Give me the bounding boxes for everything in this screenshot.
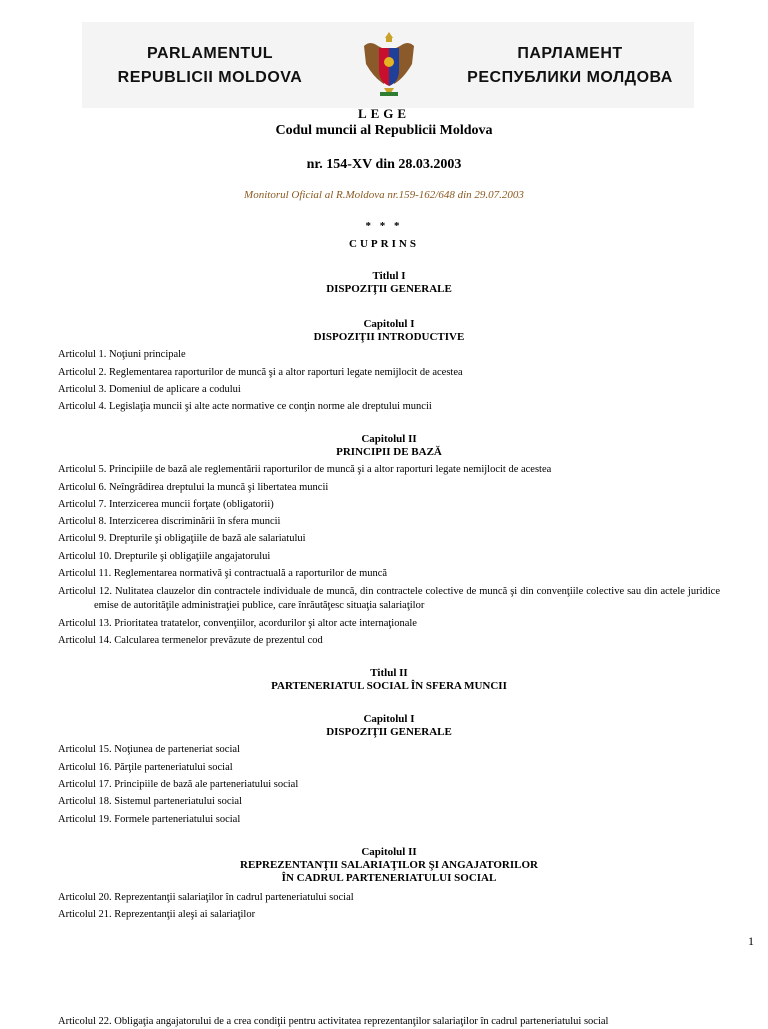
toc-article-link[interactable]: Articolul 19. Formele parteneriatului social <box>58 814 241 825</box>
toc-article-link[interactable]: Articolul 6. Neîngrădirea dreptului la muncă şi libertatea muncii <box>58 482 329 493</box>
header-left-line1: PARLAMENTUL <box>146 45 274 62</box>
header-right-line2: РЕСПУБЛИКИ МОЛДОВА <box>467 69 673 86</box>
document-title: Codul muncii al Republicii Moldova <box>275 123 493 138</box>
toc-article-link[interactable]: Articolul 8. Interzicerea discriminării în sfera muncii <box>58 516 281 527</box>
toc-article-link[interactable]: Articolul 17. Principiile de bază ale parteneriatului social <box>58 779 299 790</box>
section-heading <box>0 318 768 344</box>
heading-line: Capitolul II <box>361 433 417 445</box>
toc-article-link[interactable]: Articolul 18. Sistemul parteneriatului social <box>58 796 243 807</box>
toc-article-link[interactable]: Articolul 11. Reglementarea normativă şi contractuală a raporturilor de muncă <box>58 568 388 579</box>
header-right-line1: ПАРЛАМЕНТ <box>517 45 623 62</box>
official-monitor-reference: Monitorul Oficial al R.Moldova nr.159-162/648 din 29.07.2003 <box>244 189 524 201</box>
toc-article-link[interactable]: Articolul 4. Legislaţia muncii şi alte acte normative ce conţin norme ale dreptului muncii <box>58 401 432 412</box>
toc-article-link[interactable]: Articolul 5. Principiile de bază ale reglementării raporturilor de muncă şi a altor raporturi legate nemijlocit de acestea <box>58 464 552 475</box>
page-number: 1 <box>748 934 754 948</box>
section-heading <box>0 270 768 296</box>
toc-article-link[interactable]: Articolul 10. Drepturile şi obligaţiile angajatorului <box>58 551 271 562</box>
section-heading <box>0 433 768 459</box>
toc-article-link[interactable]: Articolul 20. Reprezentanţii salariaţilor în cadrul parteneriatului social <box>58 892 354 903</box>
heading-line: DISPOZIŢII GENERALE <box>326 283 452 295</box>
section-heading <box>0 667 768 693</box>
heading-line: DISPOZIŢII GENERALE <box>326 726 452 738</box>
law-number: nr. 154-XV din 28.03.2003 <box>306 157 462 172</box>
toc-article-link[interactable]: Articolul 7. Interzicerea muncii forţate (obligatorii) <box>58 499 274 510</box>
heading-line: Titlul I <box>372 270 406 282</box>
toc-article-link[interactable]: Articolul 16. Părţile parteneriatului social <box>58 762 233 773</box>
header-russian <box>450 42 690 90</box>
header-romanian <box>90 42 330 90</box>
toc-article-link[interactable]: Articolul 14. Calcularea termenelor prevăzute de prezentul cod <box>58 635 323 646</box>
toc-article-link[interactable]: Articolul 9. Drepturile şi obligaţiile de bază ale salariatului <box>58 533 306 544</box>
toc-article-link[interactable]: Articolul 3. Domeniul de aplicare a codului <box>58 384 241 395</box>
separator-stars: * * * <box>365 220 403 232</box>
section-heading <box>0 846 768 885</box>
toc-article-link[interactable]: Articolul 12. Nulitatea clauzelor din contractele individuale de muncă, din contractele colective de muncă şi din convenţiile colective sau din actele juridice emise de autorităţile administraţiei publice, care înrăutăţesc situaţia salariaţilor <box>58 586 720 611</box>
header-left-line2: REPUBLICII MOLDOVA <box>117 69 303 86</box>
heading-line: DISPOZIŢII INTRODUCTIVE <box>313 331 465 343</box>
heading-line: REPREZENTANŢII SALARIAŢILOR ŞI ANGAJATORILOR <box>240 859 538 871</box>
heading-line: Capitolul I <box>363 318 415 330</box>
toc-article-link[interactable]: Articolul 1. Noţiuni principale <box>58 349 186 360</box>
toc-article-link[interactable]: Articolul 15. Noţiunea de parteneriat social <box>58 744 240 755</box>
table-of-contents-label: CUPRINS <box>349 238 419 250</box>
next-page-article-fragment: Articolul 22. Obligaţia angajatorului de a crea condiţii pentru activitatea reprezentanţilor salariaţilor în cadrul parteneriatului social <box>58 1016 609 1027</box>
heading-line: Titlul II <box>370 667 408 679</box>
heading-line: PARTENERIATUL SOCIAL ÎN SFERA MUNCII <box>271 680 507 692</box>
toc-article-link[interactable]: Articolul 13. Prioritatea tratatelor, convenţiilor, acordurilor şi altor acte internaţionale <box>58 618 417 629</box>
toc-article-link[interactable]: Articolul 21. Reprezentanţii aleşi ai salariaţilor <box>58 909 256 920</box>
section-heading <box>0 713 768 739</box>
heading-line: Capitolul II <box>361 846 417 858</box>
heading-line: ÎN CADRUL PARTENERIATULUI SOCIAL <box>281 872 497 884</box>
toc-article-link[interactable]: Articolul 2. Reglementarea raporturilor de muncă şi a altor raporturi legate nemijlocit de acestea <box>58 367 463 378</box>
document-header <box>82 22 694 108</box>
moldova-coat-of-arms-icon <box>360 28 418 102</box>
document-type-label: LEGE <box>357 106 411 121</box>
heading-line: Capitolul I <box>363 713 415 725</box>
heading-line: PRINCIPII DE BAZĂ <box>336 446 442 458</box>
